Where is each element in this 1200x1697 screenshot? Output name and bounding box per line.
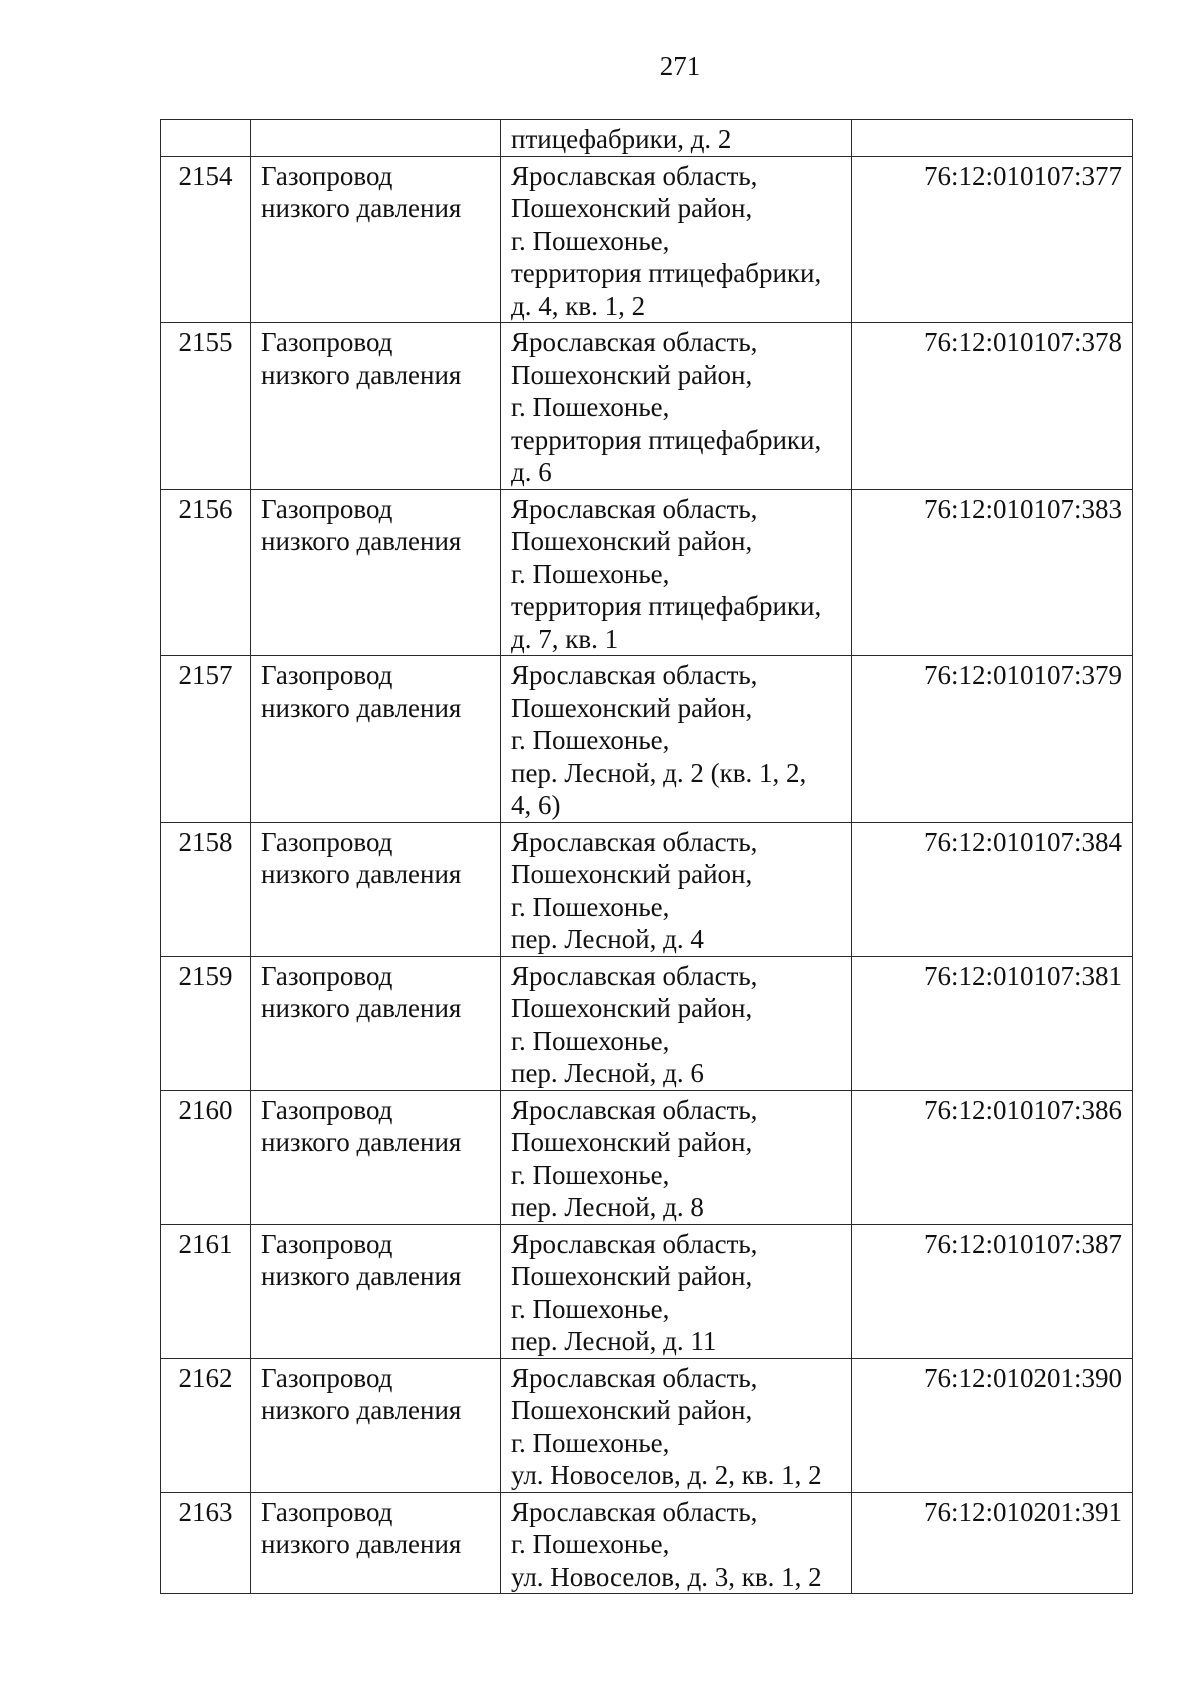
address-cell [501, 1224, 852, 1358]
address-line: Пошехонский район, [511, 993, 753, 1023]
address-line: Ярославская область, [511, 826, 758, 857]
object-name-cell [251, 956, 501, 1090]
cadastral-number-cell: 76:12:010201:391 [852, 1492, 1133, 1594]
address-line: г. Пошехонье, [511, 392, 670, 422]
object-name-cell [251, 156, 501, 323]
address-line: пер. Лесной, д. 6 [511, 1058, 704, 1088]
address-line: Ярославская область, [511, 1228, 758, 1259]
cadastral-number-cell: 76:12:010107:383 [852, 489, 1133, 656]
address-line: г. Пошехонье, [511, 891, 670, 922]
cadastral-number-cell: 76:12:010107:386 [852, 1090, 1133, 1224]
row-number-cell: 2158 [161, 822, 251, 956]
table-row [161, 822, 1133, 956]
object-name-cell [251, 1090, 501, 1224]
cadastral-number-cell: 76:12:010107:381 [852, 956, 1133, 1090]
address-line: г. Пошехонье, [511, 225, 670, 256]
cadastral-number-cell [852, 120, 1133, 157]
object-name-line: низкого давления [261, 1127, 462, 1157]
object-name-cell [251, 656, 501, 823]
address-line: территория птицефабрики, [511, 424, 822, 455]
object-name-line: низкого давления [261, 1261, 462, 1291]
table-row [161, 156, 1133, 323]
address-line: д. 6 [511, 457, 552, 487]
address-line: Ярославская область, [511, 160, 758, 191]
object-name-cell [251, 1224, 501, 1358]
address-cell [501, 656, 852, 823]
address-line: пер. Лесной, д. 11 [511, 1326, 717, 1356]
address-cell [501, 323, 852, 490]
address-line: г. Пошехонье, [511, 558, 670, 589]
address-cell [501, 1492, 852, 1594]
row-number-cell: 2157 [161, 656, 251, 823]
table-row [161, 323, 1133, 490]
address-line: г. Пошехонье, [511, 1159, 670, 1190]
address-line: ул. Новоселов, д. 3, кв. 1, 2 [511, 1561, 822, 1592]
address-line: Пошехонский район, [511, 526, 753, 556]
row-number-cell: 2155 [161, 323, 251, 490]
address-line: пер. Лесной, д. 2 (кв. 1, 2, [511, 757, 807, 788]
address-line: Ярославская область, [511, 1362, 758, 1393]
address-cell [501, 120, 852, 157]
object-name-line: Газопровод [261, 327, 393, 357]
cadastral-number-cell: 76:12:010107:377 [852, 156, 1133, 323]
address-line: птицефабрики, д. 2 [511, 124, 732, 154]
address-cell [501, 822, 852, 956]
object-name-cell [251, 489, 501, 656]
table-row [161, 1090, 1133, 1224]
object-name-line: Газопровод [261, 1362, 393, 1393]
object-name-cell [251, 1492, 501, 1594]
address-line: 4, 6) [511, 790, 561, 820]
table-row [161, 489, 1133, 656]
object-name-line: Газопровод [261, 660, 393, 690]
cadastral-number-cell: 76:12:010107:379 [852, 656, 1133, 823]
object-name-line: Газопровод [261, 826, 393, 857]
object-name-cell [251, 120, 501, 157]
address-line: Ярославская область, [511, 1496, 758, 1527]
address-line: Ярославская область, [511, 493, 758, 524]
address-line: территория птицефабрики, [511, 258, 822, 288]
object-name-line: низкого давления [261, 359, 462, 390]
row-number-cell: 2163 [161, 1492, 251, 1594]
address-cell [501, 156, 852, 323]
row-number-cell: 2162 [161, 1358, 251, 1492]
table-row [161, 656, 1133, 823]
table-row [161, 956, 1133, 1090]
address-cell [501, 956, 852, 1090]
address-line: пер. Лесной, д. 8 [511, 1192, 704, 1222]
table-row-continuation [161, 120, 1133, 157]
address-cell [501, 1090, 852, 1224]
address-line: д. 7, кв. 1 [511, 623, 619, 654]
row-number-cell: 2159 [161, 956, 251, 1090]
address-cell [501, 1358, 852, 1492]
address-line: территория птицефабрики, [511, 591, 822, 621]
address-line: Ярославская область, [511, 960, 758, 991]
address-cell [501, 489, 852, 656]
object-name-line: Газопровод [261, 1496, 393, 1527]
object-name-line: Газопровод [261, 1094, 393, 1125]
address-line: д. 4, кв. 1, 2 [511, 290, 646, 321]
address-line: г. Пошехонье, [511, 1293, 670, 1324]
row-number-cell [161, 120, 251, 157]
row-number-cell: 2154 [161, 156, 251, 323]
table-row [161, 1358, 1133, 1492]
address-line: Пошехонский район, [511, 1261, 753, 1291]
row-number-cell: 2156 [161, 489, 251, 656]
address-line: Пошехонский район, [511, 193, 753, 223]
address-line: Пошехонский район, [511, 1395, 753, 1425]
object-name-cell [251, 1358, 501, 1492]
address-line: Пошехонский район, [511, 1127, 753, 1157]
address-line: Ярославская область, [511, 660, 758, 690]
cadastral-number-cell: 76:12:010201:390 [852, 1358, 1133, 1492]
object-name-line: низкого давления [261, 1395, 462, 1425]
object-name-line: низкого давления [261, 859, 462, 889]
object-name-line: низкого давления [261, 692, 462, 723]
address-line: Ярославская область, [511, 327, 758, 357]
address-line: пер. Лесной, д. 4 [511, 924, 704, 954]
address-line: Пошехонский район, [511, 859, 753, 889]
row-number-cell: 2161 [161, 1224, 251, 1358]
address-line: г. Пошехонье, [511, 725, 670, 755]
cadastral-number-cell: 76:12:010107:378 [852, 323, 1133, 490]
object-name-cell [251, 323, 501, 490]
registry-table [160, 119, 1133, 1594]
object-name-line: низкого давления [261, 526, 462, 556]
cadastral-number-cell: 76:12:010107:384 [852, 822, 1133, 956]
address-line: Пошехонский район, [511, 359, 753, 390]
object-name-line: низкого давления [261, 1529, 462, 1559]
object-name-cell [251, 822, 501, 956]
address-line: г. Пошехонье, [511, 1427, 670, 1458]
table-row [161, 1224, 1133, 1358]
address-line: г. Пошехонье, [511, 1025, 670, 1056]
address-line: г. Пошехонье, [511, 1529, 670, 1559]
address-line: Ярославская область, [511, 1094, 758, 1125]
address-line: Пошехонский район, [511, 692, 753, 723]
registry-table-body [161, 120, 1133, 1594]
table-row [161, 1492, 1133, 1594]
row-number-cell: 2160 [161, 1090, 251, 1224]
object-name-line: Газопровод [261, 160, 393, 191]
cadastral-number-cell: 76:12:010107:387 [852, 1224, 1133, 1358]
address-line: ул. Новоселов, д. 2, кв. 1, 2 [511, 1460, 822, 1490]
page-number: 271 [659, 51, 701, 81]
object-name-line: низкого давления [261, 193, 462, 223]
object-name-line: низкого давления [261, 993, 462, 1023]
object-name-line: Газопровод [261, 1228, 393, 1259]
object-name-line: Газопровод [261, 960, 393, 991]
object-name-line: Газопровод [261, 493, 393, 524]
